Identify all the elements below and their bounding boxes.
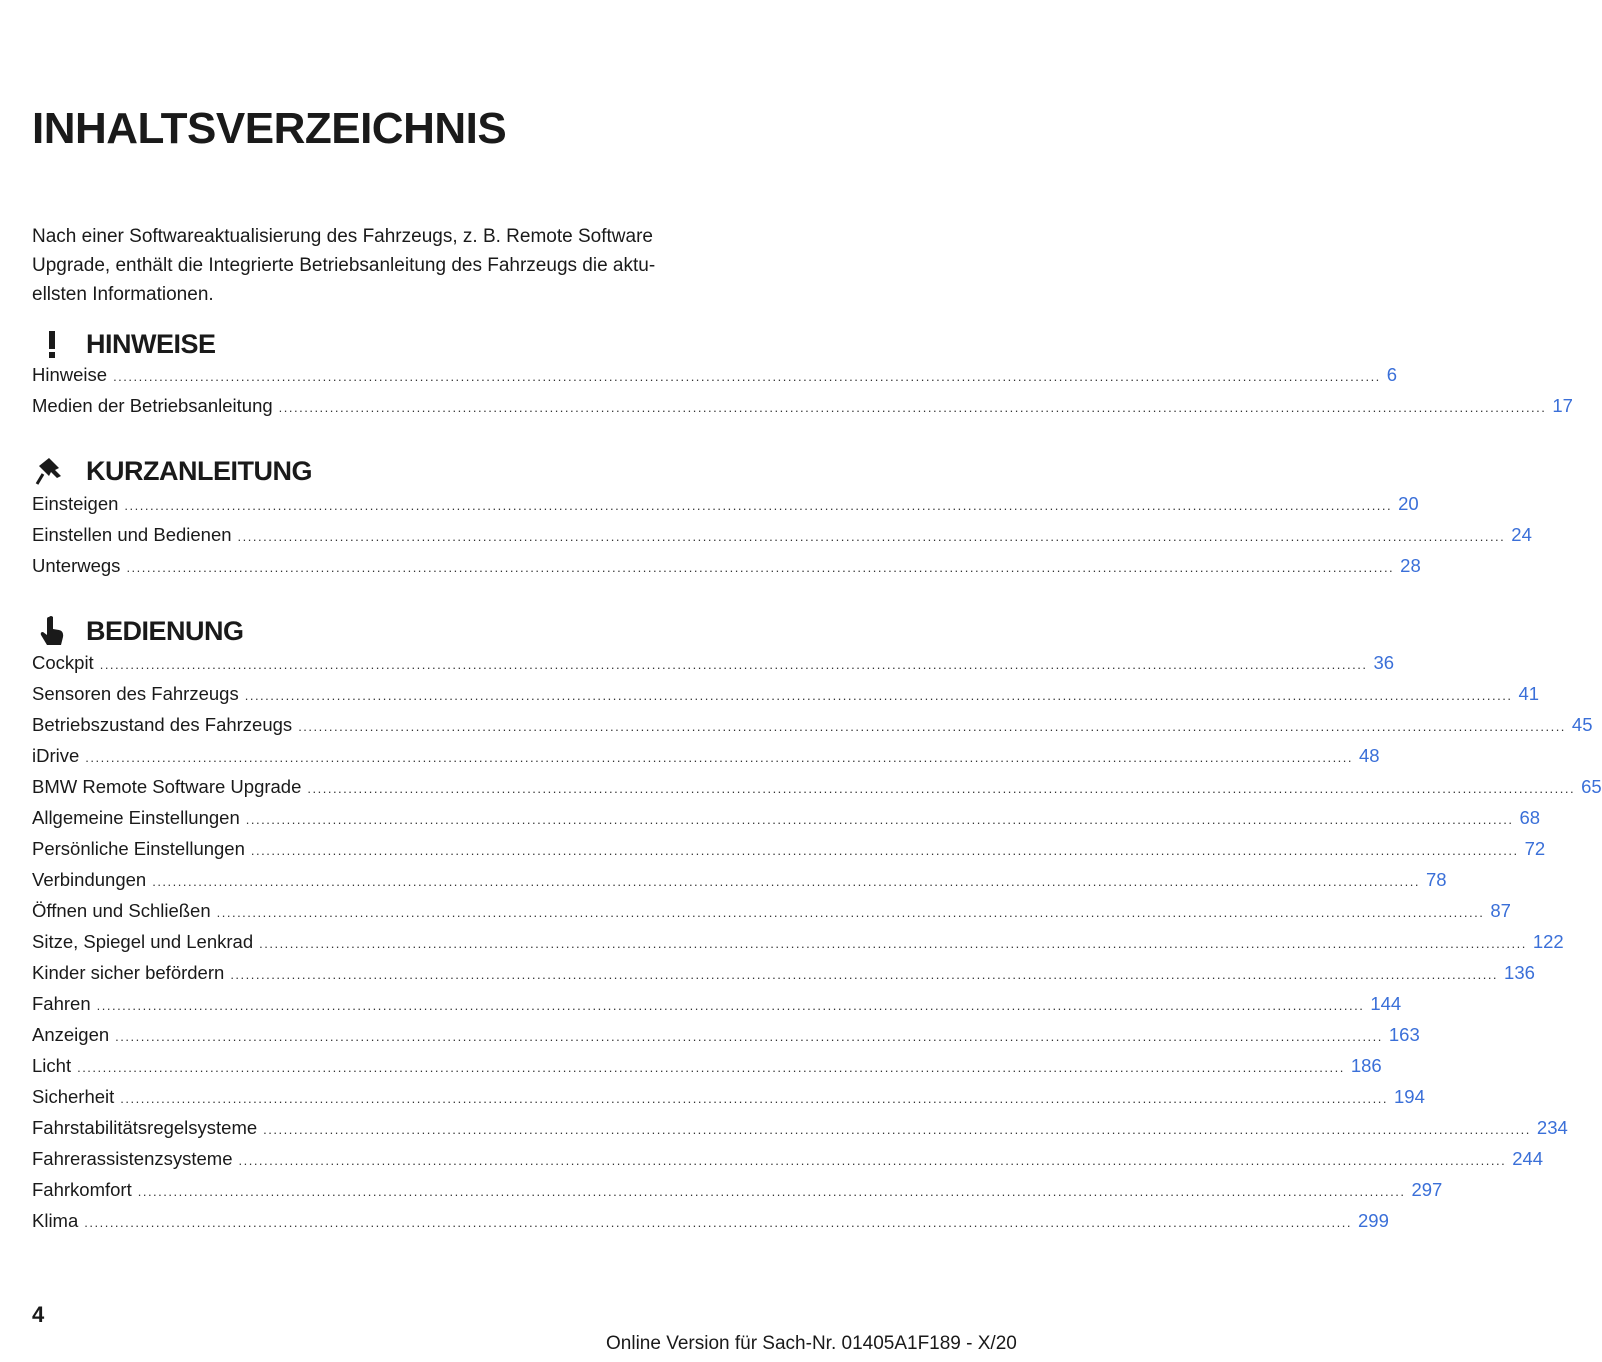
leader-dots xyxy=(238,1153,1506,1168)
toc-entry[interactable] xyxy=(32,714,1593,745)
toc-entry-page[interactable]: 136 xyxy=(1504,962,1535,983)
toc-entry-label: Fahrstabilitätsregelsysteme xyxy=(32,1117,258,1138)
section-title: BEDIENUNG xyxy=(86,615,244,646)
leader-dots xyxy=(238,529,1506,544)
toc-entry-label: Licht xyxy=(32,1055,72,1076)
section-heading-hinweise xyxy=(32,326,216,362)
leader-dots xyxy=(77,1060,1345,1075)
toc-entry[interactable] xyxy=(32,1055,1382,1086)
toc-entry-label: Einstellen und Bedienen xyxy=(32,524,232,545)
toc-entry-label: Allgemeine Einstellungen xyxy=(32,807,240,828)
leader-dots xyxy=(298,719,1566,734)
toc-entry-page[interactable]: 28 xyxy=(1400,555,1421,576)
leader-dots xyxy=(126,560,1394,575)
toc-entry[interactable] xyxy=(32,395,1573,426)
toc-entry[interactable] xyxy=(32,993,1402,1024)
toc-entry-label: Einsteigen xyxy=(32,493,119,514)
leader-dots xyxy=(230,967,1498,982)
toc-entry-page[interactable]: 78 xyxy=(1425,869,1447,890)
leader-dots xyxy=(263,1122,1531,1137)
toc-entry-label: Fahrerassistenzsysteme xyxy=(32,1148,233,1169)
toc-entry[interactable] xyxy=(32,931,1564,962)
leader-dots xyxy=(246,812,1514,827)
toc-entry-page[interactable]: 6 xyxy=(1386,364,1398,385)
leader-dots xyxy=(152,874,1420,889)
pin-icon xyxy=(32,453,72,489)
section-title: KURZANLEITUNG xyxy=(86,455,312,486)
toc-entry-label: Fahrkomfort xyxy=(32,1179,132,1200)
leader-dots xyxy=(115,1029,1383,1044)
toc-entry-label: Unterwegs xyxy=(32,555,121,576)
toc-entry[interactable] xyxy=(32,838,1546,869)
leader-dots xyxy=(85,750,1353,765)
toc-entry-page[interactable]: 244 xyxy=(1512,1148,1544,1169)
toc-entry[interactable] xyxy=(32,1086,1425,1117)
toc-entry[interactable] xyxy=(32,1117,1568,1148)
leader-dots xyxy=(217,905,1485,920)
leader-dots xyxy=(84,1215,1352,1230)
toc-entry-label: Kinder sicher befördern xyxy=(32,962,225,983)
toc-entry-page[interactable]: 72 xyxy=(1524,838,1546,859)
toc-entry-label: Klima xyxy=(32,1210,79,1231)
section-title: HINWEISE xyxy=(86,328,216,359)
toc-entry[interactable] xyxy=(32,493,1419,524)
leader-dots xyxy=(120,1091,1388,1106)
toc-entry-page[interactable]: 186 xyxy=(1350,1055,1382,1076)
toc-entry-label: Verbindungen xyxy=(32,869,147,890)
intro-text: Nach einer Softwareaktualisierung des Fahrzeugs, z. B. Remote Software Upgrade, enthält die Integrierte Betriebsanleitung des Fahrzeugs die aktuellsten Informationen. xyxy=(32,226,656,305)
leader-dots xyxy=(259,936,1527,951)
toc-entry-page[interactable]: 234 xyxy=(1536,1117,1568,1138)
toc-entry-page[interactable]: 299 xyxy=(1358,1210,1389,1231)
toc-entry-page[interactable]: 20 xyxy=(1398,493,1419,514)
toc-entry[interactable] xyxy=(32,1024,1420,1055)
section-heading-kurzanleitung xyxy=(32,453,312,489)
toc-entry-label: Cockpit xyxy=(32,652,94,673)
toc-entry-label: Sicherheit xyxy=(32,1086,115,1107)
toc-entry-page[interactable]: 45 xyxy=(1571,714,1593,735)
page-title: INHALTSVERZEICHNIS xyxy=(32,104,507,153)
toc-entry-page[interactable]: 144 xyxy=(1370,993,1402,1014)
toc-entry[interactable] xyxy=(32,555,1421,586)
pointing-hand-icon xyxy=(32,613,72,649)
toc-entry[interactable] xyxy=(32,524,1532,555)
toc-entry[interactable] xyxy=(32,962,1535,993)
toc-entry-page[interactable]: 163 xyxy=(1388,1024,1420,1045)
toc-entry[interactable] xyxy=(32,652,1395,683)
toc-entry[interactable] xyxy=(32,1148,1544,1179)
toc-entry-label: Hinweise xyxy=(32,364,108,385)
toc-entry-label: Fahren xyxy=(32,993,91,1014)
toc-entry-label: BMW Remote Software Upgrade xyxy=(32,776,302,797)
toc-entry[interactable] xyxy=(32,1210,1389,1241)
leader-dots xyxy=(279,400,1547,415)
page-number: 4 xyxy=(32,1302,45,1327)
toc-entry[interactable] xyxy=(32,900,1511,931)
footer-text: Online Version für Sach-Nr. 01405A1F189 - X/20 xyxy=(606,1333,1017,1354)
leader-dots xyxy=(97,998,1365,1013)
leader-dots xyxy=(100,657,1368,672)
toc-entry-label: Betriebszustand des Fahrzeugs xyxy=(32,714,293,735)
toc-entry-page[interactable]: 87 xyxy=(1490,900,1511,921)
toc-entry-page[interactable]: 122 xyxy=(1532,931,1564,952)
toc-entry[interactable] xyxy=(32,776,1602,807)
toc-entry[interactable] xyxy=(32,869,1447,900)
toc-entry-page[interactable]: 17 xyxy=(1552,395,1573,416)
toc-entry-page[interactable]: 194 xyxy=(1394,1086,1425,1107)
toc-entry-page[interactable]: 68 xyxy=(1519,807,1541,828)
toc-entry-page[interactable]: 65 xyxy=(1581,776,1602,797)
toc-entry-page[interactable]: 48 xyxy=(1359,745,1380,766)
leader-dots xyxy=(307,781,1575,796)
toc-entry[interactable] xyxy=(32,807,1541,838)
toc-entry[interactable] xyxy=(32,683,1540,714)
leader-dots xyxy=(245,688,1513,703)
toc-entry-label: Sitze, Spiegel und Lenkrad xyxy=(32,931,254,952)
toc-entry-page[interactable]: 297 xyxy=(1411,1179,1443,1200)
toc-entry-label: Anzeigen xyxy=(32,1024,110,1045)
leader-dots xyxy=(251,843,1519,858)
toc-entry[interactable] xyxy=(32,745,1380,776)
toc-entry-page[interactable]: 41 xyxy=(1518,683,1540,704)
exclamation-icon xyxy=(32,326,72,362)
toc-entry-label: Öffnen und Schließen xyxy=(32,900,211,921)
section-heading-bedienung xyxy=(32,613,244,649)
toc-entry[interactable] xyxy=(32,364,1398,395)
leader-dots xyxy=(138,1184,1406,1199)
toc-entry-label: iDrive xyxy=(32,745,80,766)
toc-entry[interactable] xyxy=(32,1179,1443,1210)
leader-dots xyxy=(124,498,1392,513)
toc-entry-page[interactable]: 36 xyxy=(1373,652,1395,673)
leader-dots xyxy=(113,369,1381,384)
toc-entry-label: Persönliche Einstellungen xyxy=(32,838,245,859)
toc-entry-label: Sensoren des Fahrzeugs xyxy=(32,683,239,704)
toc-entry-page[interactable]: 24 xyxy=(1511,524,1532,545)
toc-entry-label: Medien der Betriebsanleitung xyxy=(32,395,273,416)
